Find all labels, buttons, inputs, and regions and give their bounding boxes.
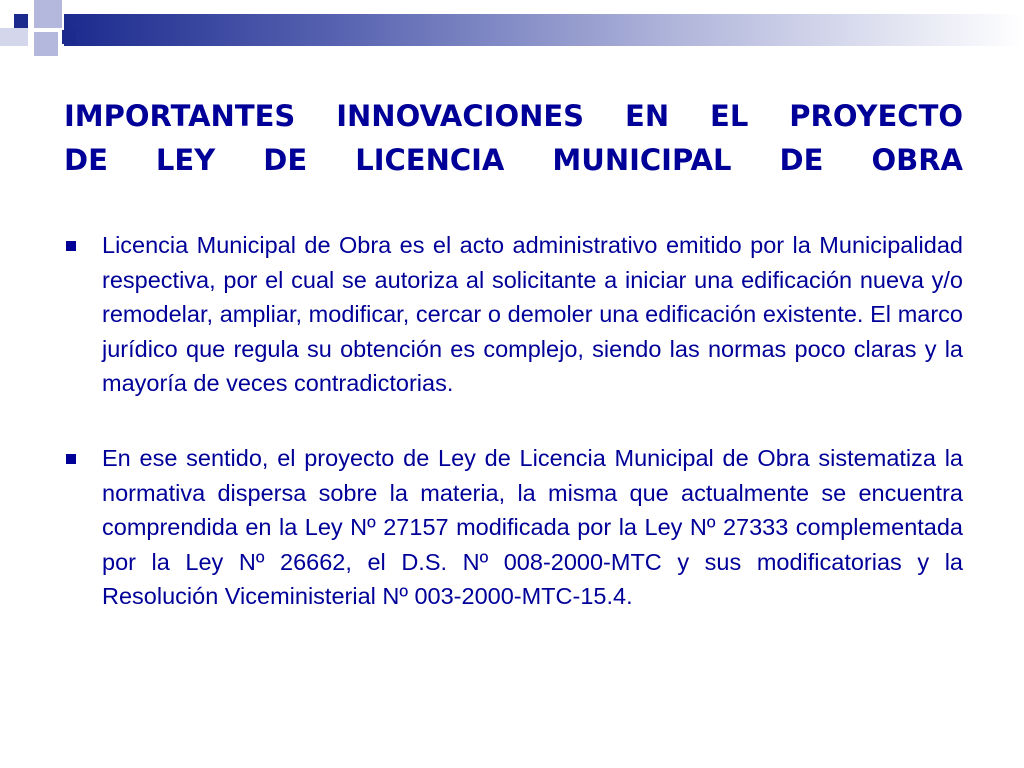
deco-square-light (34, 0, 62, 28)
title-line-2: DE LEY DE LICENCIA MUNICIPAL DE OBRA (64, 143, 963, 177)
bullet-item (64, 441, 963, 614)
bullet-text: En ese sentido, el proyecto de Ley de Licencia Municipal de Obra sistematiza la normativa dispersa sobre la materia, la misma que actualmente se encuentra comprendida en la Ley Nº 27157 modificada por la Ley Nº 27333 complementada por la Ley Nº 26662, el D.S. Nº 008-2000-MTC y sus modificatorias y la Resolución Viceministerial Nº 003-2000-MTC-15.4. (102, 444, 963, 610)
deco-square-pale (0, 28, 28, 46)
slide-title (64, 94, 963, 182)
title-line-1: IMPORTANTES INNOVACIONES EN EL PROYECTO (64, 99, 963, 133)
bullet-text: Licencia Municipal de Obra es el acto administrativo emitido por la Municipalidad respectiva, por el cual se autoriza al solicitante a iniciar una edificación nueva y/o remodelar, ampliar, modificar, cercar o demoler una edificación existente. El marco jurídico que regula su obtención es complejo, siendo las normas poco claras y la mayoría de veces contradictorias. (102, 232, 963, 397)
bullet-square-icon (66, 454, 76, 464)
bullet-square-icon (66, 241, 76, 251)
deco-square-blue (62, 30, 76, 44)
header-decoration (0, 0, 1024, 70)
bullet-list (64, 228, 963, 654)
deco-square-dark (14, 14, 28, 28)
bullet-item (64, 228, 963, 401)
deco-square-mid (34, 32, 58, 56)
header-gradient-bar (64, 14, 1024, 46)
